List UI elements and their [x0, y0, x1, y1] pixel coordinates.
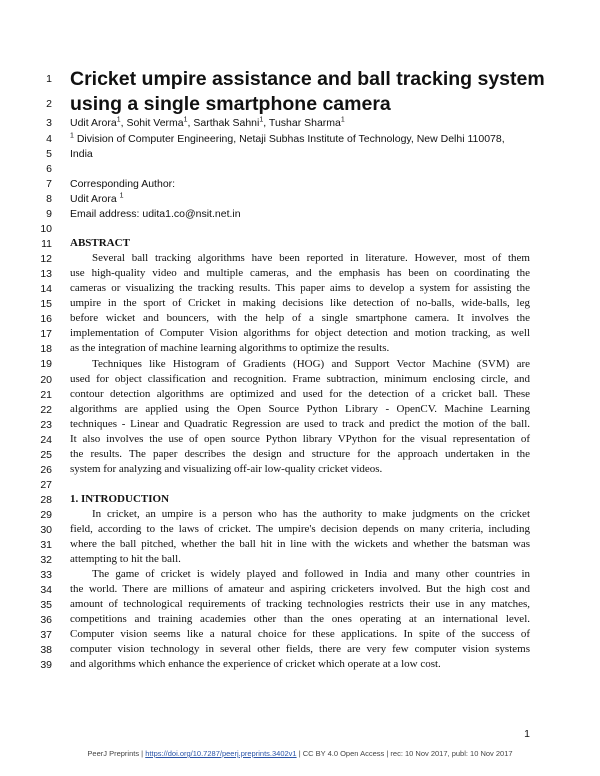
- line-number: 36: [40, 614, 52, 626]
- abstract-line: system for analyzing and visualizing off-air low-quality cricket videos.: [70, 463, 383, 475]
- introduction-line: Computer vision seems like a natural choice for these applications. In spite of the success of: [70, 628, 530, 640]
- line-number: 8: [46, 193, 52, 205]
- author-name: Udit Arora: [70, 117, 117, 129]
- line-number: 2: [46, 98, 52, 110]
- introduction-line: In cricket, an umpire is a person who has the authority to make judgments on the cricket: [92, 508, 530, 520]
- doi-link[interactable]: https://doi.org/10.7287/peerj.preprints.3402v1: [145, 749, 297, 758]
- introduction-line: amount of technological requirements of tracking technologies restricts their use in any matches,: [70, 598, 530, 610]
- line-number: 19: [40, 358, 52, 370]
- author-list: Udit Arora$^1$, Sohit Verma$^1$, Sarthak Sahni$^1$, Tushar Sharma$^1$: [70, 116, 345, 129]
- preprint-footer: [0, 749, 600, 758]
- footer-prefix: PeerJ Preprints |: [87, 749, 144, 758]
- line-number: 18: [40, 343, 52, 355]
- line-number: 30: [40, 524, 52, 536]
- abstract-line: as the integration of machine learning algorithms to optimize the results.: [70, 342, 390, 354]
- line-number: 32: [40, 554, 52, 566]
- introduction-line: attempting to hit the ball.: [70, 553, 181, 565]
- affiliation-mark: 1: [70, 132, 74, 140]
- line-number: 16: [40, 313, 52, 325]
- corresponding-author-label: Corresponding Author:: [70, 178, 176, 190]
- line-number: 14: [40, 283, 52, 295]
- line-number: 33: [40, 569, 52, 581]
- line-number: 20: [40, 374, 52, 386]
- abstract-line: Techniques like Histogram of Gradients (HOG) and Support Vector Machine (SVM) are: [92, 358, 530, 370]
- line-number: 3: [46, 117, 52, 129]
- abstract-line: implementation of Computer Vision algorithms for object detection and motion tracking, as well: [70, 327, 530, 339]
- abstract-line: It also involves the use of open source Python library VPython for the visual representation of: [70, 433, 530, 445]
- line-number: 9: [46, 208, 52, 220]
- author-name: Sarthak Sahni: [193, 117, 260, 129]
- abstract-line: use high-quality video and multiple cameras, and the emphasis has been on coordinating the: [70, 267, 530, 279]
- line-number: 28: [40, 494, 52, 506]
- author-name: Tushar Sharma: [268, 117, 341, 129]
- author-name: Sohit Verma: [126, 117, 184, 129]
- line-number: 26: [40, 464, 52, 476]
- line-number: 24: [40, 434, 52, 446]
- abstract-line: cameras or visualizing the tracking results. This paper aims to develop a system for assisting the: [70, 282, 530, 294]
- author-affiliation-mark: 1: [183, 116, 188, 124]
- line-number: 35: [40, 599, 52, 611]
- line-number: 21: [40, 389, 52, 401]
- corresponding-affiliation-mark: 1: [119, 192, 124, 200]
- line-number: 13: [40, 268, 52, 280]
- footer-suffix: | CC BY 4.0 Open Access | rec: 10 Nov 2017, publ: 10 Nov 2017: [298, 749, 513, 758]
- line-number: 17: [40, 328, 52, 340]
- line-number: 12: [40, 253, 52, 265]
- introduction-line: and algorithms which enhance the experience of cricket which operate at a low cost.: [70, 658, 441, 670]
- corresponding-email[interactable]: Email address: udita1.co@nsit.net.in: [70, 208, 241, 220]
- line-number: 22: [40, 404, 52, 416]
- introduction-line: computer vision technology in several other fields, there are very few computer vision systems: [70, 643, 530, 655]
- introduction-line: The game of cricket is widely played and followed in India and many other countries in: [92, 568, 530, 580]
- line-number: 31: [40, 539, 52, 551]
- line-number: 25: [40, 449, 52, 461]
- introduction-heading: 1. INTRODUCTION: [70, 493, 170, 505]
- abstract-heading: ABSTRACT: [70, 237, 130, 249]
- line-number: 27: [40, 479, 52, 491]
- author-affiliation-mark: 1: [259, 116, 264, 124]
- paper-title-line-1: Cricket umpire assistance and ball tracking system: [70, 68, 545, 90]
- author-affiliation-mark: 1: [340, 116, 345, 124]
- line-number: 34: [40, 584, 52, 596]
- introduction-line: competitions and training academies other than the ones operating at an international level.: [70, 613, 530, 625]
- abstract-line: algorithms are applied using the Open Source Python Library - OpenCV. Machine Learning: [70, 403, 530, 415]
- line-number: 39: [40, 659, 52, 671]
- abstract-line: contour detection algorithms are optimized and used for the detection of a cricket ball. These: [70, 388, 530, 400]
- abstract-line: the results. The paper describes the design and structure for the approach undertaken in the: [70, 448, 530, 460]
- paper-title-line-2: using a single smartphone camera: [70, 93, 391, 115]
- line-number: 11: [41, 238, 52, 250]
- affiliation-line-1: [70, 133, 530, 145]
- affiliation-text: Division of Computer Engineering, Netaji Subhas Institute of Technology, New Delhi 110078,: [76, 133, 505, 145]
- introduction-line: the world. There are millions of amateur and aspiring cricketers involved. But the high cost and: [70, 583, 530, 595]
- corresponding-author-name: [70, 193, 530, 205]
- abstract-line: Several ball tracking algorithms have been reported in literature. However, most of them: [92, 252, 530, 264]
- abstract-line: techniques - Linear and Quadratic Regression are used to track and predict the motion of the ball.: [70, 418, 530, 430]
- line-number: 10: [40, 223, 52, 235]
- author-affiliation-mark: 1: [116, 116, 121, 124]
- corresponding-name-text: Udit Arora: [70, 193, 117, 205]
- abstract-line: used for object classification and recognition. Frame subtraction, minimum enclosing circle, and: [70, 373, 530, 385]
- line-number: 5: [46, 148, 52, 160]
- line-number: 1: [46, 73, 52, 85]
- line-number: 15: [40, 298, 52, 310]
- introduction-line: field, according to the laws of cricket. The umpire's decision depends on many criteria, including: [70, 523, 530, 535]
- abstract-line: before wicket and bouncers, with the help of a single smartphone camera. It involves the: [70, 312, 530, 324]
- line-number: 4: [46, 133, 52, 145]
- line-number: 37: [40, 629, 52, 641]
- abstract-line: umpire in the sport of Cricket in making decisions like detection of no-balls, wide-balls, leg: [70, 297, 530, 309]
- page-number: 1: [524, 728, 530, 740]
- introduction-line: where the ball pitched, whether the ball hit in line with the wickets and whether the batsman was: [70, 538, 530, 550]
- line-number: 6: [46, 163, 52, 175]
- line-number: 29: [40, 509, 52, 521]
- line-number: 38: [40, 644, 52, 656]
- affiliation-line-2: India: [70, 148, 93, 160]
- line-number: 23: [40, 419, 52, 431]
- line-number: 7: [46, 178, 52, 190]
